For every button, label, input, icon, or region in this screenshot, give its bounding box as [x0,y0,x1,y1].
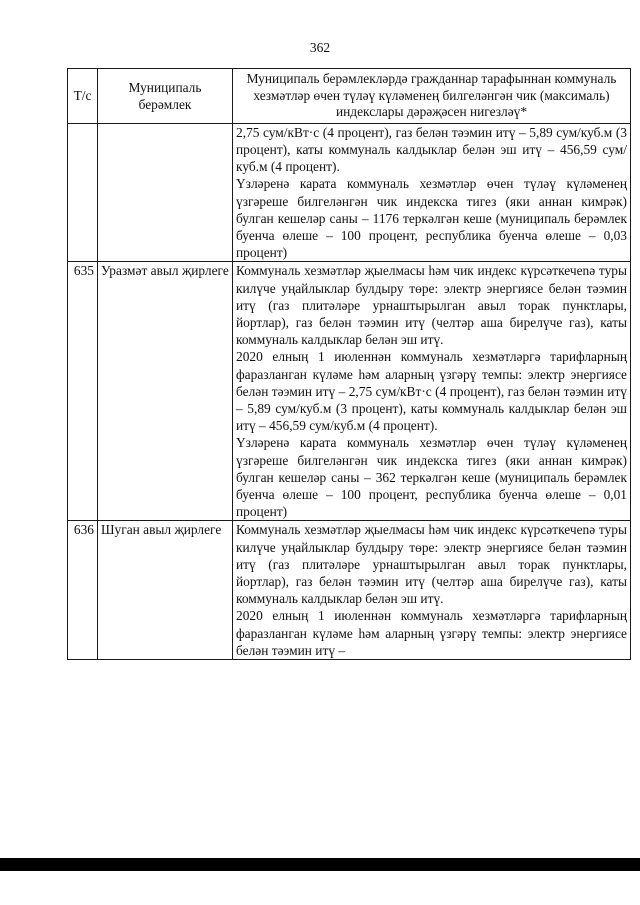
header-description: Муниципаль берәмлекләрдә гражданнар тарафыннан коммуналь хезмәтләр өчен түләү күләменең билгеләнгән чик (максималь) индекслары дәрәҗәсен нигезләү* [233,69,631,124]
description-paragraph: 2,75 сум/кВт·с (4 процент), газ белән тәэмин итү – 5,89 сум/куб.м (3 процент), каты коммуналь калдыклар белән эш итү – 456,59 сум/куб.м (4 процент). [236,124,627,175]
header-municipality: Муниципаль берәмлек [98,69,233,124]
description-paragraph: 2020 елның 1 июленнән коммуналь хезмәтләргә тарифларның фаразланган күләме һәм аларның үзгәрү темпы: электр энергиясе белән тәэмин итү – [236,608,627,658]
row-description [233,123,631,262]
row-description [233,521,631,660]
table-row [68,123,631,262]
row-number: 636 [68,521,98,660]
row-description [233,262,631,521]
tariff-table [67,68,631,660]
table-header [68,69,631,124]
scan-border-bar [0,858,640,871]
table-row [68,262,631,521]
row-municipality [98,123,233,262]
description-paragraph: Коммуналь хезмәтләр җыелмасы һәм чик индекс күрсәткечenә туры килүче уңайлыклар булдыру төре: электр энергиясе белән тәэмин итү (газ плитәләре урнаштырылган авыл торак пунктлары, йортлар), газ белән тәэмин итү (челтәр аша бирелүче газ), каты коммуналь калдыклар белән эш итү. [236,522,627,607]
table-body [68,123,631,659]
description-paragraph: 2020 елның 1 июленнән коммуналь хезмәтләргә тарифларның фаразланган күләме һәм аларның үзгәрү темпы: электр энергиясе белән тәэмин итү – 2,75 сум/кВт·с (4 процент), газ белән тәэмин итү – 5,89 сум/куб.м (3 процент), каты коммуналь калдыклар белән эш итү – 456,59 сум/куб.м (4 процент). [236,349,627,434]
description-paragraph: Үзләренә карата коммуналь хезмәтләр өчен түләү күләменең үзгәреше билгеләнгән чик индекска тигез (яки аннан кимрәк) булган кешеләр саны – 362 теркәлгән кеше (муниципаль берәмлек буенча өлеше – 100 процент, республика буенча өлеше – 0,01 процент) [236,435,627,520]
table-row [68,521,631,660]
row-municipality: Шуган авыл җирлеге [98,521,233,660]
header-number: Т/с [68,69,98,124]
row-number: 635 [68,262,98,521]
description-paragraph: Коммуналь хезмәтләр җыелмасы һәм чик индекс күрсәткечenә туры килүче уңайлыклар булдыру төре: электр энергиясе белән тәэмин итү (газ плитәләре урнаштырылган авыл торак пунктлары, йортлар), газ белән тәэмин итү (челтәр аша бирелүче газ), каты коммуналь калдыклар белән эш итү. [236,263,627,348]
row-number [68,123,98,262]
row-municipality: Уразмәт авыл җирлеге [98,262,233,521]
page-number: 362 [309,40,331,55]
description-paragraph: Үзләренә карата коммуналь хезмәтләр өчен түләү күләменең үзгәреше билгеләнгән чик индекска тигез (яки аннан кимрәк) булган кешеләр саны – 1176 теркәлгән кеше (муниципаль берәмлек буенча өлеше – 100 процент, республика буенча өлеше – 0,03 процент) [236,176,627,261]
